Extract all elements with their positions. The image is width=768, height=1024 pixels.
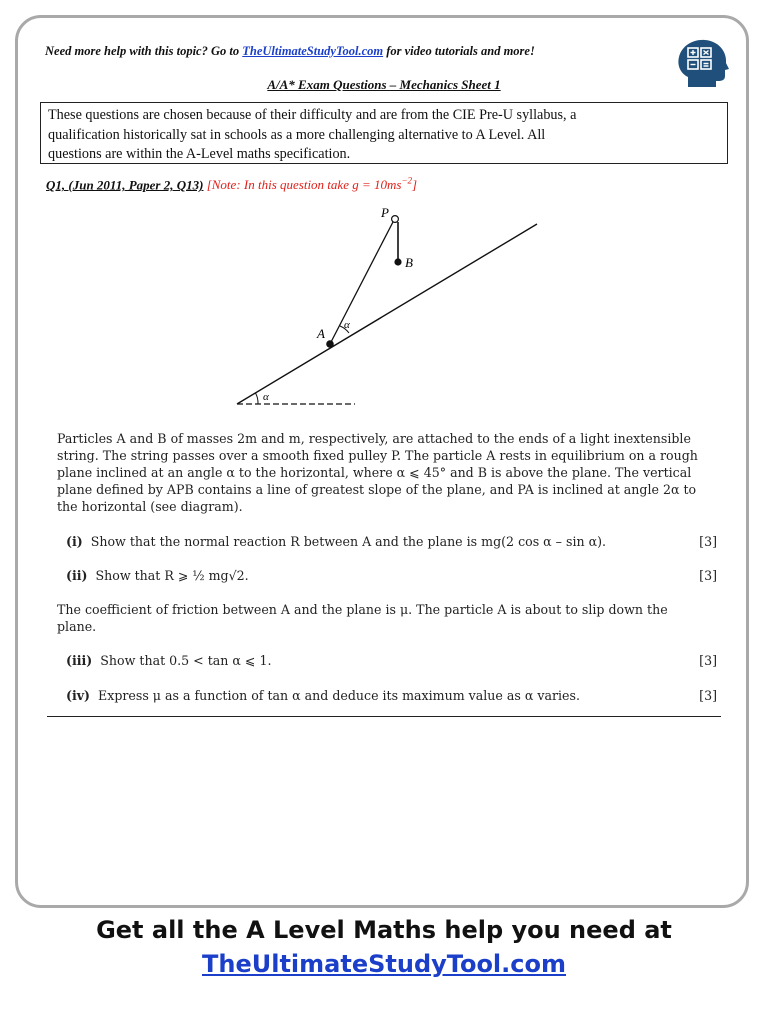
intro-line: These questions are chosen because of their difficulty and are from the CIE Pre-U syllabus, a (48, 107, 577, 123)
part-text: Show that R ⩾ ½ mg√2. (95, 568, 249, 583)
inclined-plane-line (237, 224, 537, 404)
part-number: (i) (66, 534, 83, 549)
para-line: string. The string passes over a smooth fixed pulley P. The particle A rests in equilibrium on a rough (57, 448, 698, 463)
question-note: [Note: In this question take $g = 10ms^{-2}$] (206, 176, 418, 193)
intro-box (40, 102, 728, 164)
para-line: plane. (57, 619, 97, 634)
pulley-p (392, 216, 399, 223)
question-label: Q1, (Jun 2011, Paper 2, Q13) (46, 177, 204, 193)
base-angle-arc (256, 393, 259, 404)
part-text: Express μ as a function of tan α and deduce its maximum value as α varies. (98, 688, 580, 703)
label-alpha-top: α (344, 319, 350, 331)
part-marks: [3] (699, 568, 717, 583)
part-text: Show that the normal reaction R between A and the plane is mg(2 cos α – sin α). (90, 534, 607, 549)
footer-tagline: Get all the A Level Maths help you need at (96, 916, 672, 944)
question-part (57, 568, 717, 583)
inclined-plane-diagram (220, 200, 550, 412)
para-line: plane defined by APB contains a line of greatest slope of the plane, and PA is inclined at angle 2α to (57, 482, 697, 497)
para-line: The coefficient of friction between A and the plane is μ. The particle A is about to slip down the (57, 602, 668, 617)
intro-line: questions are within the A-Level maths specification. (48, 146, 351, 162)
help-banner (45, 44, 535, 59)
label-b: B (405, 255, 413, 270)
question-heading (46, 176, 417, 193)
help-link[interactable]: TheUltimateStudyTool.com (242, 44, 384, 58)
particle-a (326, 340, 334, 348)
part-number: (iv) (66, 688, 91, 703)
question-part (57, 534, 717, 549)
footer-link-wrap (0, 950, 768, 978)
sheet-title: A/A* Exam Questions – Mechanics Sheet 1 (267, 77, 501, 92)
friction-paragraph (57, 601, 668, 635)
string-pa (330, 220, 394, 344)
intro-line: qualification historically sat in schools as a more challenging alternative to A Level. All (48, 126, 546, 143)
question-part (57, 688, 717, 703)
para-line: the horizontal (see diagram). (57, 499, 243, 514)
part-marks: [3] (699, 534, 717, 549)
part-text: Show that 0.5 < tan α ⩽ 1. (100, 653, 272, 668)
label-p: P (381, 205, 389, 220)
help-prefix: Need more help with this topic? Go to (45, 44, 243, 58)
part-marks: [3] (699, 688, 717, 703)
particle-b (394, 258, 401, 265)
help-suffix: for video tutorials and more! (383, 44, 535, 58)
para-line: plane inclined at an angle α to the horizontal, where α ⩽ 45° and B is above the plane. The vertical (57, 465, 692, 480)
part-number: (iii) (66, 653, 93, 668)
part-marks: [3] (699, 653, 717, 668)
footer-link[interactable]: TheUltimateStudyTool.com (202, 950, 566, 978)
para-line: Particles A and B of masses 2m and m, respectively, are attached to the ends of a light inextensible (57, 431, 691, 446)
section-divider (47, 716, 721, 717)
part-number: (ii) (66, 568, 88, 583)
label-a: A (317, 326, 325, 341)
label-alpha-base: α (263, 391, 269, 403)
question-part (57, 653, 717, 668)
question-paragraph (57, 430, 698, 515)
